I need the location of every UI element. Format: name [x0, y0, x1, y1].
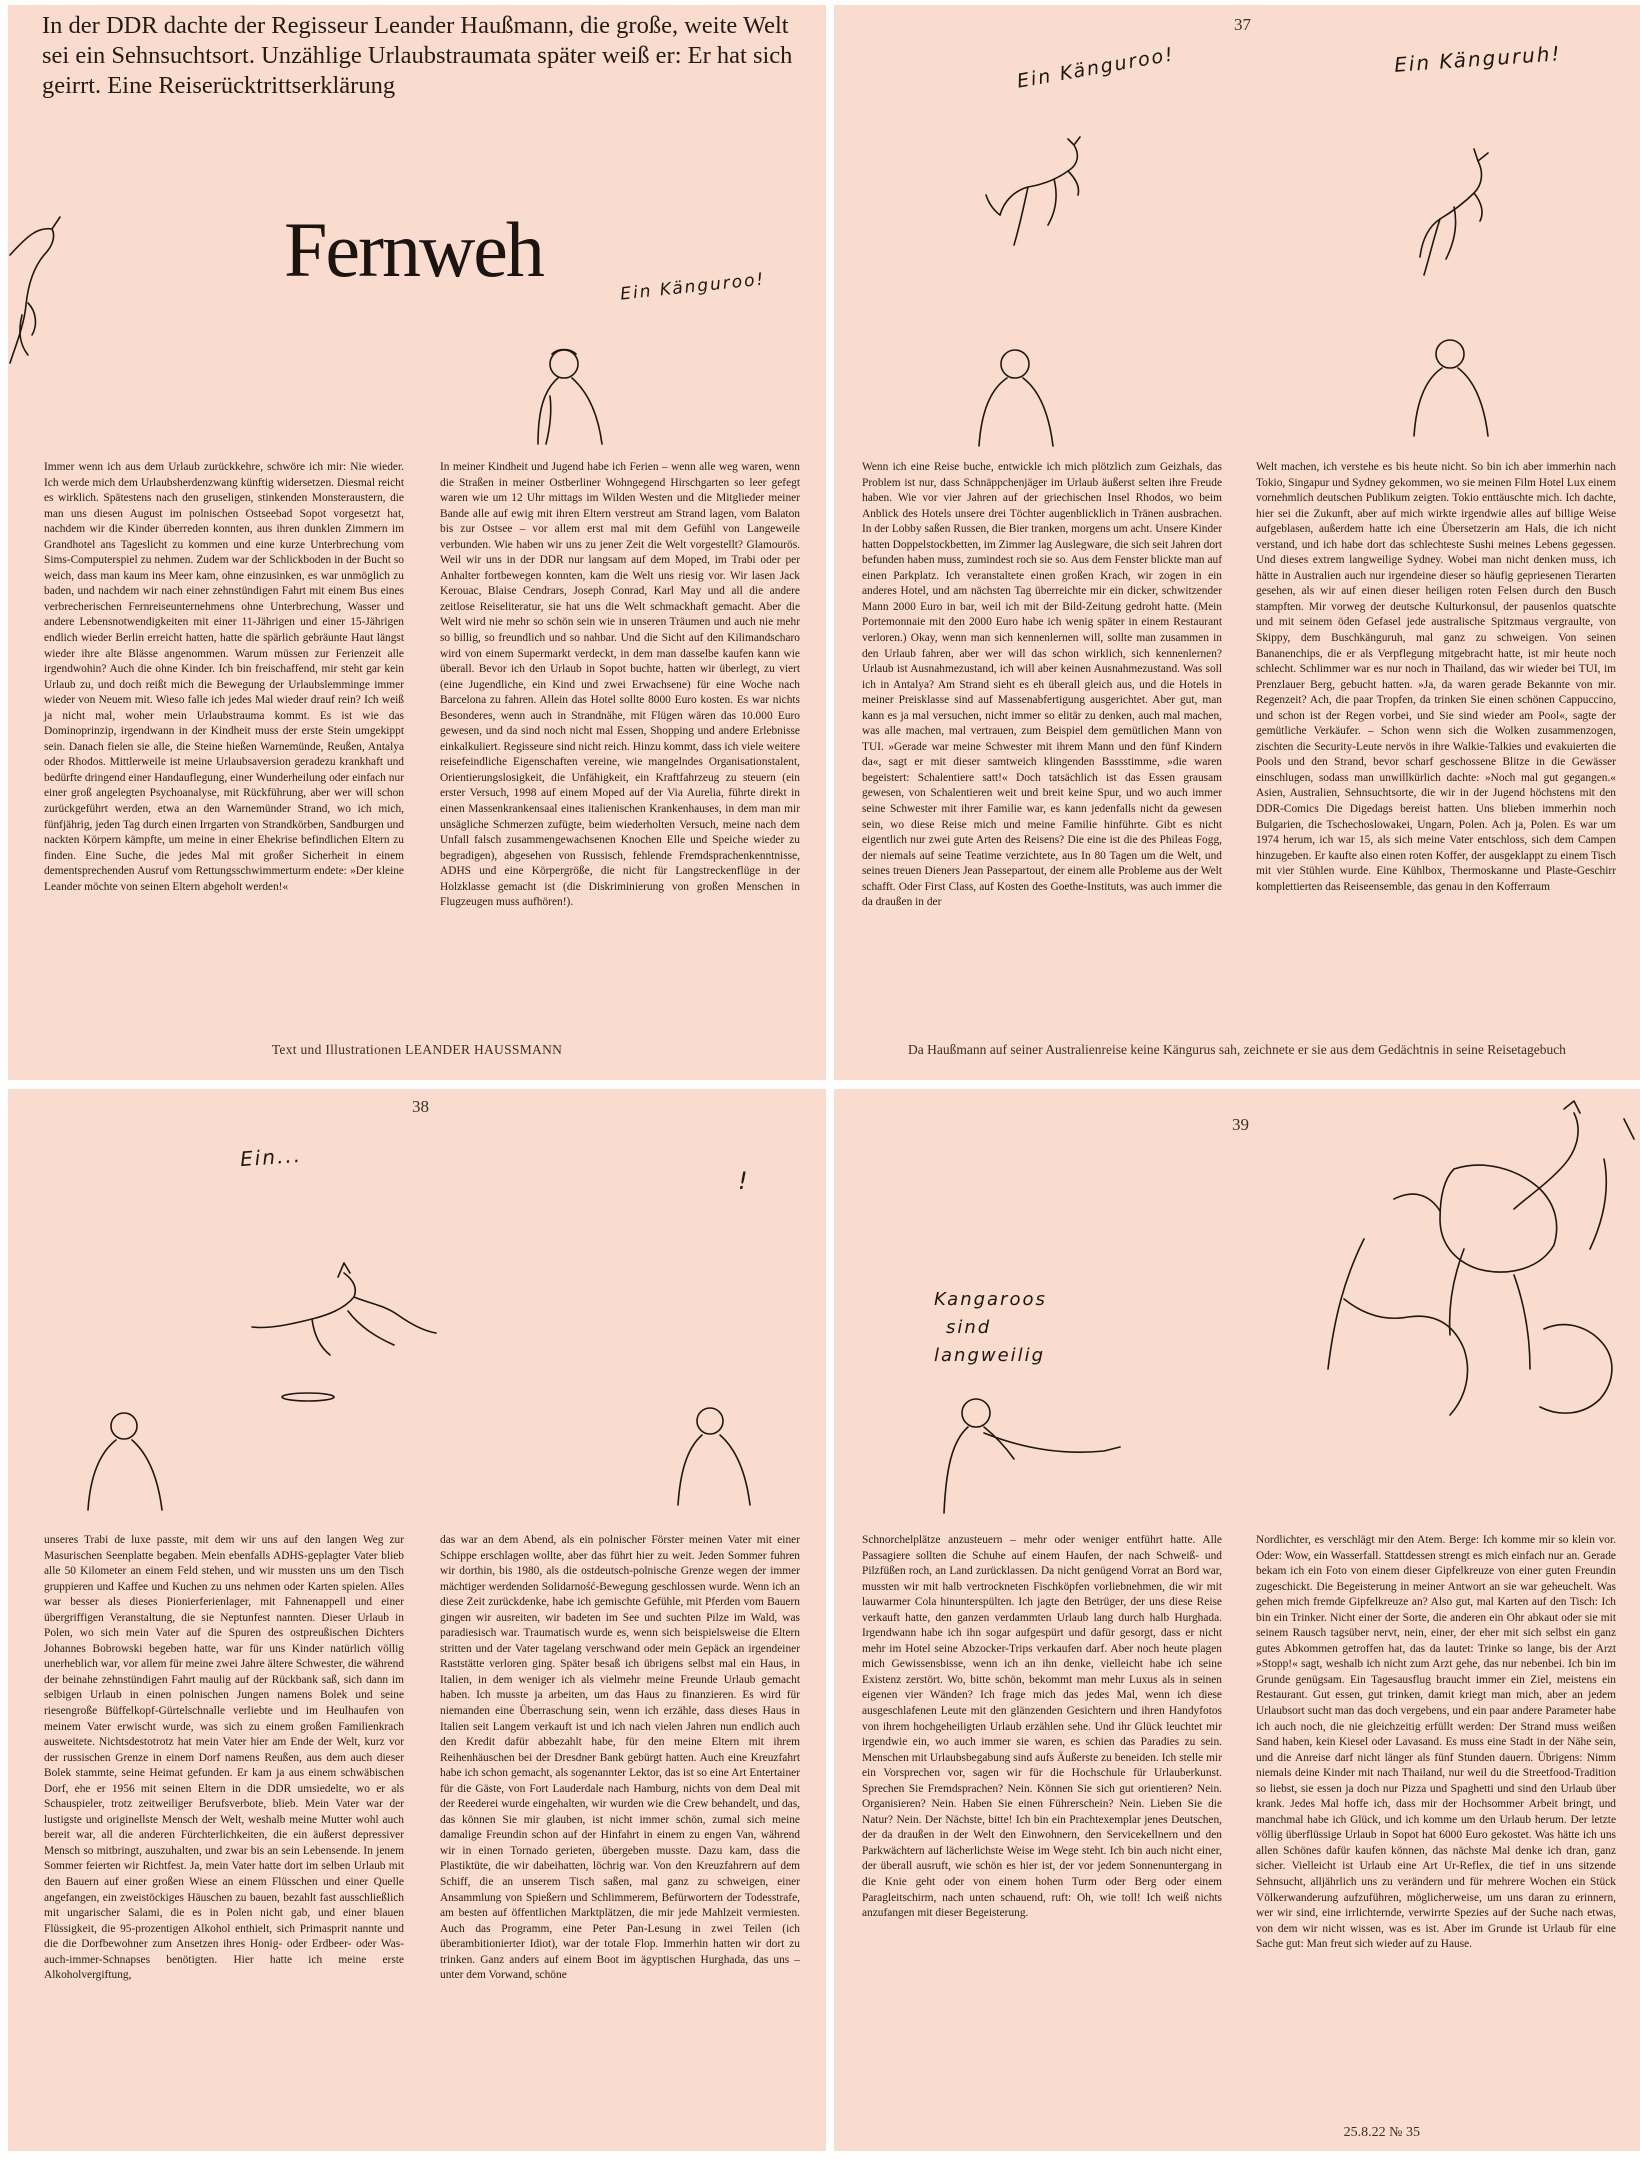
- issue-footer: 25.8.22 № 35: [1343, 2125, 1420, 2140]
- jumping-kangaroo-sketch-left: [984, 135, 1104, 255]
- page-36: [8, 5, 826, 1080]
- jumping-kangaroo-sketch-right: [1394, 145, 1514, 285]
- article-column-1: Immer wenn ich aus dem Urlaub zurückkehre, schwöre ich mir: Nie wieder. Ich werde mich dem Urlaubsherdenzwang künftig widersetzen. Diesmal reicht es wirklich. Spätestens nach den gruseligen, stinkenden Monsteraustern, die man uns diesen August im polnischen Ostseebad Sopot vorgesetzt hat, nachdem wir die Kinder überreden konnten, aus ihren dunklen Zimmern im Grandhotel ans Tageslicht zu kommen und eine kurze Unterbrechung vom Sims-Computerspiel zu nehmen. Zudem war der Schlickboden in der Bucht so weich, dass man kaum ins Meer kam, ohne einzusinken, es war unmöglich zu baden, und nachdem wir nach einer zehnstündigen Fahrt mit einem Bus eines verbrecherischen Fernreiseunternehmens ohne Unterbrechung, Wasser und andere Lebensnotwendigkeiten mit einer 11-Jährigen und einer 15-Jährigen endlich wieder Berlin erreicht hatten, hatte die spärlich gebräunte Haut längst wieder ihre alte Blässe angenommen. Warum müssen zur Ferienzeit alle irgendwohin? Auch die ohne Kinder. Ich bin freischaffend, mir steht gar kein Urlaub zu, und doch reißt mich die Bewegung der Urlaubslemminge immer wieder von Neuem mit. Wieso falle ich jedes Mal wieder drauf rein? Ich weiß ja nicht mal, woher mein Urlaubstrauma kommt. Es ist wie das Dominoprinzip, irgendwann in der Kindheit muss der erste Stein umgekippt sein. Danach fielen sie alle, die Steine hießen Warnemünde, Reußen, Antalya oder Rhodos. Mittlerweile ist meine Urlaubsaversion geradezu krankhaft und bedürfte dringend einer Handauflegung, einer Wunderheilung oder einfach nur einer groß angelegten Psychoanalyse, mit Rückführung, aber wer will schon zurückgeführt werden, etwa an den Warnemünder Strand, wo ich mich, fünfjährig, jeden Tag durch einen Irrgarten von Strandkörben, Sandburgen und nackten Körpern kämpfte, um meine in einer Ehekrise befindlichen Eltern zu finden. Eine Suche, die jedes Mal mit großer Sicherheit in einem dementsprechenden Ausruf vom Rettungsschwimmerturm endete: »Der kleine Leander möchte von seinen Eltern abgeholt werden!«: [44, 461, 404, 893]
- page-39: [834, 1089, 1640, 2151]
- sketch-caption-line-2: sind: [946, 1317, 992, 1338]
- man-figure-sketch-right: [658, 1399, 768, 1509]
- sketch-exclamation: !: [738, 1167, 750, 1195]
- kangaroo-sketch-edge: [8, 215, 78, 365]
- page-37: [834, 5, 1640, 1080]
- image-caption: Da Haußmann auf seiner Australienreise keine Kängurus sah, zeichnete er sie aus dem Gedächtnis in seine Reisetagebuch: [908, 1042, 1566, 1057]
- sketch-caption-kangaroo: Ein Känguroo!: [619, 269, 767, 305]
- leaping-kangaroo-sketch: [248, 1259, 438, 1369]
- article-column-2: Welt machen, ich verstehe es bis heute nicht. So bin ich aber immerhin nach Tokio, Singapur und Sydney gekommen, wo sie meinen Film Hotel Lux einem vornehmlich deutschen Publikum zeigten. Tokio enttäuschte mich. Ich dachte, hier sei die Zukunft, aber auf mich wirkte irgendwie alles auf billige Weise aufgeblasen, außerdem hatte ich eine Übersetzerin am Hals, die ich nicht verstand, und ich habe dort das schlechteste Sushi meines Lebens gegessen. Und dieses extrem langweilige Sydney. Wobei man nicht denken muss, ich hätte in Australien auch nur irgendeine dieser so häufig gepriesenen Tierarten gesehen, als wir auf einen dieser heiligen roten Felsen durch den Busch stampften. Mir vorweg der deutsche Kulturkonsul, der pausenlos quatschte und mit seinem öden Gefasel jede australische Spitzmaus vergraulte, von Skippy, dem Buschkänguruh, mal ganz zu schweigen. Von seinen Bananenchips, die er als Verpflegung mitgebracht hatte, ist mir heute noch schlecht. Schlimmer war es nur noch in Thailand, das wir wieder bei TUI, im Prenzlauer Berg, gebucht hatten. »Ja, da waren gerade Bekannte von mir. Regenzeit? Ach, die paar Tropfen, da trinken Sie einen schönen Cappuccino, und schon ist der Regen vorbei, und Sie sind wieder am Pool«, sagte der gemütliche Verkäufer. – Schon wenn sich die Wolken zusammenzogen, zischten die Security-Leute nervös in ihre Walkie-Talkies und evakuierten die Pools und den Strand, bevor scharf geschossene Blitze in die Gewässer einschlugen, sodass man unwillkürlich dachte: »Noch mal gut gegangen.« Asien, Australien, Sehnsuchtsorte, die wir in der Jugend höchstens mit den DDR-Comics Die Digedags bereist hatten. Uns blieben immerhin noch Bulgarien, die Tschechoslowakei, Ungarn, Polen. Ach ja, Polen. Es war um 1974 herum, ich war 15, als sich meine Vater entschloss, sich dem Campen hinzugeben. Er kaufte also einen roten Koffer, der ausgeklappt zu einem Tisch mit vier Stühlen wurde. Eine Kühlbox, Thermoskanne und Plaste-Geschirr komplettierten das Reiseensemble, das genau in den Kofferraum: [1256, 461, 1616, 893]
- sketch-caption-line-3: langweilig: [934, 1345, 1046, 1366]
- man-figure-sketch-left: [68, 1404, 178, 1514]
- article-column-1: unseres Trabi de luxe passte, mit dem wir uns auf den langen Weg zur Masurischen Seenplatte begaben. Mein ebenfalls ADHS-geplagter Vater blieb alle 50 Kilometer an einem Feld stehen, und wir mussten uns um den Tisch gruppieren und Kaffee und Kuchen zu uns nehmen oder Karten spielen. Alles war besser als dieses Pionierferienlager, mit Fahnenappell und einer übergriffigen Veranstaltung, die sie Neptunfest nannten. Dieser Urlaub in Polen, wo sich mein Vater auf die Spuren des ostpreußischen Dichters Johannes Bobrowski begeben hatte, war für uns Kinder natürlich völlig unerheblich war, vor allem für meine zwei Jahre ältere Schwester, die während der beinahe zehnstündigen Fahrt maulig auf der Rückbank saß, sich dann im selbigen Urlaub in einen polnischen Jungen namens Bolek und seine riesengroße Büffelkopf-Gürtelschnalle verliebte und im Heulhaufen von meinem Vater erwischt wurde, was sich zu einem großen Familienkrach ausweitete. Nichtsdestotrotz hat mein Vater hier am Ende der Welt, kurz vor der russischen Grenze in einem Dorf namens Reußen, aus dem auch dieser Bolek stammte, seine Heimat gefunden. Er kam ja aus einem schwäbischen Dorf, ehe er 1956 mit seinen Eltern in die DDR umsiedelte, wo er als Schauspieler, trotz zeitweiliger Berufsverbote, blieb. Mein Vater war der lustigste und originellste Mensch der Welt, weshalb meine Mutter wohl auch bereit war, all die anderen Fürchterlichkeiten, die ein äußerst depressiver Mensch so mitbringt, auszuhalten, und zwar bis an sein Lebensende. In jenem Sommer feierten wir Richtfest. Ja, mein Vater hatte dort im selben Urlaub mit den Bauern auf einer großen Wiese an einem Flüsschen und einer Quelle angefangen, ein zweistöckiges Häuschen zu bauen, bezahlt fast ausschließlich mit ungarischer Salami, die es in Polen nicht gab, und einer blauen Flüssigkeit, die 95-prozentigen Alkohol enthielt, sich Primasprit nannte und die die Dorfbewohner zum Ansetzen ihres Honig- oder Erdbeer- oder Was-auch-immer-Schnapses benötigten. Hier hatte ich meine erste Alkoholvergiftung,: [44, 1534, 404, 1982]
- man-figure-sketch-right: [1394, 330, 1504, 440]
- article-column-1: Schnorchelplätze anzusteuern – mehr oder weniger entführt hatte. Alle Passagiere sollten die Schuhe auf einem Haufen, der nach Schweiß- und Pilzfüßen roch, an Land zurücklassen. Da nicht genügend Vorrat an Bord war, mussten wir mit halb vertrockneten Fischköpfen vorliebnehmen, die wir mit lauwarmer Cola hinunterspülten. Ich jagte den Betrüger, der uns diese Reise verkauft hatte, den ganzen verdammten Urlaub lang durch halb Hurghada. Irgendwann habe ich ihn sogar aufgespürt und dafür gesorgt, dass er nicht mehr im Hotel seine Abzocker-Trips verkaufen darf. Aber noch heute plagen mich Gewissensbisse, wenn ich an ihn denke, vielleicht habe ich seine Existenz zerstört. Wo, bitte schön, bekommt man mehr Luxus als in seinen eigenen vier Wänden? Ich frage mich das jedes Mal, wenn ich diese ausgeschlafenen Leute mit den glänzenden Gesichtern und ihren Handyfotos von ihrem hochgeheiligten Urlaub erzählen sehe. Und ihr Glück leuchtet mir irgendwie ein, wo auch immer sie waren, es schien das Paradies zu sein. Menschen mit Urlaubsbegabung sind aufs Äußerste zu beneiden. Ich stelle mir ein Vorsprechen vor, sagen wir für die Hochschule für Urlauberkunst. Sprechen Sie Fremdsprachen? Nein. Können Sie sich gut orientieren? Nein. Organisieren? Nein. Haben Sie einen Führerschein? Nein. Lieben Sie die Natur? Nein. Der Nächste, bitte! Ich bin ein Prachtexemplar jenes Deutschen, der da draußen in der Welt den Einwohnern, den Servicekellnern und den Parkwächtern auf lächerlichste Weise im Wege steht. Ich bin auch nicht einer, der überall ausruft, wie schön es hier ist, der vor jedem Sonnenuntergang in die Knie geht oder von einem hohen Turm oder Berg oder einem Paragleitschirm, nach unten schauend, ruft: Oh, wie toll! Ich weiß nichts anzufangen mit dieser Begeisterung.: [862, 1534, 1222, 1920]
- kangaroo-group-sketch: [1304, 1099, 1639, 1429]
- sketch-caption-right: Ein Känguruh!: [1393, 41, 1563, 77]
- article-column-2: das war an dem Abend, als ein polnischer Förster meinen Vater mit einer Schippe erschlagen wollte, aber das führt hier zu weit. Jeden Sommer fuhren wir dorthin, bis 1980, als die ostdeutsch-polnische Grenze wegen der immer mächtiger werdenden Solidarność-Bewegung geschlossen wurde. Wenn ich an diese Zeit zurückdenke, habe ich gemischte Gefühle, mit Pferden vom Bauern gingen wir ausreiten, wir badeten im See und suchten Pilze im Wald, was paradiesisch war. Traumatisch wurde es, wenn sich beispielsweise die Eltern stritten und der Vater tagelang verschwand oder mein Gepäck an irgendeiner Raststätte verloren ging. Später besaß ich übrigens selbst mal ein Haus, in Italien, in dem weniger ich als vielmehr meine Freunde Urlaub gemacht haben. Ich musste ja arbeiten, um das Haus zu finanzieren. Es wird für niemanden eine Überraschung sein, wenn ich erzähle, dass dieses Haus in Italien seit Langem verkauft ist und ich nach vielen Jahren nun endlich auch den Kredit dafür abbezahlt habe, für den meine Eltern mit ihrem Reihenhäuschen bei der Dresdner Bank gebürgt hatten. Auch eine Kreuzfahrt habe ich schon gemacht, als sogenannter Lektor, das ist so eine Art Entertainer für die Gäste, von Fort Lauderdale nach Hamburg, nichts von dem Deal mit der Reederei wurde eingehalten, wir wurden wie die Crew behandelt, und das, das können Sie mir glauben, ist nicht immer schön, zumal sich meine damalige Freundin schon auf der Hinfahrt in einem zu engen Van, während wir in einen Tornado gerieten, übergeben musste. Dazu kam, dass die Plastiktüte, die wir dabeihatten, löchrig war. Von den Kreuzfahrern auf dem Schiff, die an unserem Tisch saßen, mal ganz zu schweigen, einer Ansammlung von Spießern und Schlimmerem, Befürwortern der Todesstrafe, am besten auf öffentlichen Marktplätzen, die mir jede Mahlzeit vermiesten. Auch das Programm, eine Peter Pan-Lesung in zwei Teilen (ich überambitionierter Idiot), war der totale Flop. Immerhin hatten wir dort zu trinken. Ganz anders auf einem Boot im ägyptischen Hurghada, das uns – unter dem Vorwand, schöne: [440, 1534, 800, 1982]
- ground-shadow-sketch: [278, 1389, 338, 1405]
- author-credit: Text und Illustrationen LEANDER HAUSSMANN: [271, 1042, 563, 1057]
- article-column-2: In meiner Kindheit und Jugend habe ich Ferien – wenn alle weg waren, wenn die Straßen in meiner Ostberliner Wohngegend Hirschgarten so leer gefegt waren wie um 12 Uhr mittags im Wilden Westen und die Mitglieder meiner Bande alle auf ewig mit ihren Eltern verstreut am Strand lagen, vom Balaton bis zur Ostsee – vor allem erst mal mit dem Gefühl von Langeweile verbunden. Wie haben wir uns zu jener Zeit die Welt vorgestellt? Glamourös. Weil wir uns in der DDR nur langsam auf dem Moped, im Trabi oder per Anhalter fortbewegen konnten, kam die Welt uns riesig vor. Wir lasen Jack Kerouac, Blaise Cendrars, Joseph Conrad, Karl May und all die andere zeitlose Reiseliteratur, sie hat uns die Welt schmackhaft gemacht. Aber die Welt wird nie mehr so schön sein wie in unseren Träumen und auch nie mehr so billig, so freundlich und so nahbar. Und die Sicht auf den Kilimandscharo wird von einem Supermarkt verdeckt, in dem man dasselbe kaufen kann wie überall. Bevor ich den Urlaub in Sopot buchte, hatten wir überlegt, zu viert (eine Jugendliche, ein Kind und zwei Erwachsene) für eine Woche nach Barcelona zu fahren. Allein das Hotel sollte 8000 Euro kosten. Es war nichts Besonderes, wenn auch in Strandnähe, mit Flügen wären das 10.000 Euro gewesen, und da sind noch nicht mal Essen, Shopping und andere Erlebnisse einkalkuliert. Regisseure sind nicht reich. Hinzu kommt, dass ich viele weitere reisefeindliche Eigenschaften vereine, wie mangelndes Organisationstalent, Orientierungslosigkeit, die Unfähigkeit, ein Kraftfahrzeug zu steuern (ein erster Versuch, 1998 auf einem Moped auf der Via Aurelia, führte direkt in einen Massenkrankensaal eines italienischen Krankenhauses, in dem man mir unsägliche Schmerzen zufügte, beim wiederholten Versuch, meine nach dem Unfall falsch zusammengewachsenen Knochen Elle und Speiche wieder zu begradigen), abgesehen von Russisch, fehlende Fremdsprachenkenntnisse, ADHS und eine Körpergröße, die nicht für Langstreckenflüge in der Holzklasse gemacht ist (die Diskriminierung von großen Menschen in Flugzeugen muss aufhören!).: [440, 461, 800, 909]
- man-figure-sketch-left: [959, 340, 1069, 450]
- sketch-caption-ein: Ein...: [239, 1142, 303, 1172]
- article-intro: In der DDR dachte der Regisseur Leander Haußmann, die große, weite Welt sei ein Sehnsuchtsort. Unzählige Urlaubstraumata später weiß er: Er hat sich geirrt. Eine Reiserücktrittserklärung: [42, 12, 793, 99]
- page-number: 39: [1232, 1115, 1249, 1134]
- article-column-1: Wenn ich eine Reise buche, entwickle ich mich plötzlich zum Geizhals, das Problem ist nur, dass Schnäppchenjäger im Urlaub äußerst selten ihre Freude haben. Wie vor vier Jahren auf der griechischen Insel Rhodos, wo beim Anblick des Hotels unsere drei Töchter augenblicklich in Tränen ausbrachen. In der Lobby saßen Russen, die Bier tranken, morgens um acht. Unsere Kinder hatten Doppelstockbetten, im Zimmer lag Auslegware, die sich seit Jahren dort befunden haben muss, zumindest roch sie so. Aus dem Fenster blickte man auf einen Parkplatz. Ich veranstaltete einen großen Krach, wir zogen in ein anderes Hotel, und am nächsten Tag überreichte mir ein dicker, schwitzender Mann 2000 Euro in bar, weil ich mit der Bild-Zeitung gedroht hatte. (Mein Portemonnaie mit den 2000 Euro habe ich wenig später in einem Restaurant verloren.) Okay, wenn man sich kennenlernen will, sollte man zusammen in den Urlaub fahren, aber wer will das schon wirklich, sich kennenlernen? Urlaub ist Ausnahmezustand, ich will aber keinen Ausnahmezustand. Was soll ich in Antalya? Am Strand sieht es eh überall gleich aus, und die Hotels in meiner Preisklasse sind auf Massenabfertigung ausgerichtet. Aber gut, man kann es ja mal versuchen, nicht immer so elitär zu denken, auch mal machen, was alle machen, mal vertrauen, zum Beispiel dem gemütlichen Mann von TUI. »Gerade war meine Schwester mit ihrem Mann und den fünf Kindern da«, sagt er mit dieser samtweich klingenden Bassstimme, »die waren begeistert: Schalentiere satt!« Doch tatsächlich ist das Essen grausam gewesen, von Schalentieren weit und breit keine Spur, und wo auch immer seine Schwester mit ihrer Familie war, es kann jedenfalls nicht da gewesen sein, wo diese Reise mich und meine Familie hinführte. Gibt es nicht eigentlich nur zwei gute Arten des Reisens? Die eine ist die des Phileas Fogg, der niemals auf seine Teatime verzichtete, aus In 80 Tagen um die Welt, und seines treuen Dieners Jean Passepartout, der einem alle Probleme aus der Welt schafft. Oder First Class, auf Kosten des Goethe-Instituts, was auch immer die da draußen in der: [862, 461, 1222, 909]
- page-number: 37: [1234, 15, 1251, 34]
- article-column-2: Nordlichter, es verschlägt mir den Atem. Berge: Ich komme mir so klein vor. Oder: Wow, ein Wasserfall. Stattdessen strengt es mich einfach nur an. Gerade bekam ich ein Foto von einem dieser Gipfelkreuze von einer guten Freundin zugeschickt. Die Begeisterung in meiner Antwort an sie war geheuchelt. Was gehen mich fremde Gipfelkreuze an? Also gut, mal Karten auf den Tisch: Ich bin ein Trinker. Nicht einer der Sorte, die anderen ein Ohr abkaut oder sie mit seinem Rausch tagsüber nervt, nein, einer, der eher mit sich selbst ein ganz gutes Abkommen getroffen hat, das da lautet: Trinke so lange, bis der Arzt »Stopp!« sagt, weshalb ich nicht zum Arzt gehe, das nur nebenbei. Ich bin im Grunde genügsam. Ein Tagesausflug braucht immer ein Ziel, meistens ein Restaurant. Gut essen, gut trinken, damit kriegt man mich, aber an jedem Urlaubsort sucht man das doch vergebens, und ein paar andere Parameter habe ich auch noch, die nie gleichzeitig erfüllt werden: Der Strand muss weißen Sand haben, kein Kiesel oder Lavasand. Es muss eine Stadt in der Nähe sein, und die Anreise darf nicht länger als fünf Stunden dauern. Übrigens: Nimm niemals deine Kinder mit nach Thailand, nur weil du die Streetfood-Tradition so liebst, sie essen ja doch nur Pizza und Spaghetti und sind den Urlaub über krank. Jedes Mal hoffe ich, dass mir der Hochsommer Arbeit bringt, und manchmal habe ich Glück, und ich komme um den Urlaub herum. Der letzte völlig überflüssige Urlaub in Sopot hat 6000 Euro gekostet. Was hätte ich uns allen Schönes dafür kaufen können, das nächste Mal denke ich dran, ganz sicher. Vielleicht ist Urlaub eine Art Ur-Reflex, die tief in uns sitzende Sehnsucht, alljährlich uns zu verändern und für mehrere Wochen ein Stück Völkerwanderung aufzuführen, möglicherweise, um uns daran zu erinnern, wer wir sind, eine irrlichternde, verwirrte Spezies auf der Suche nach etwas, von dem wir nicht wissen, was es ist. Aber im Grunde ist Urlaub für eine Sache gut: Man freut sich wieder auf zu Hause.: [1256, 1534, 1616, 1951]
- man-pointing-sketch: [924, 1389, 1124, 1519]
- article-title: Fernweh: [284, 206, 543, 293]
- sketch-caption-line-1: Kangaroos: [934, 1289, 1047, 1310]
- man-figure-sketch: [516, 340, 616, 450]
- page-38: [8, 1089, 826, 2151]
- sketch-caption-left: Ein Känguroo!: [1015, 43, 1177, 93]
- page-number: 38: [412, 1097, 429, 1116]
